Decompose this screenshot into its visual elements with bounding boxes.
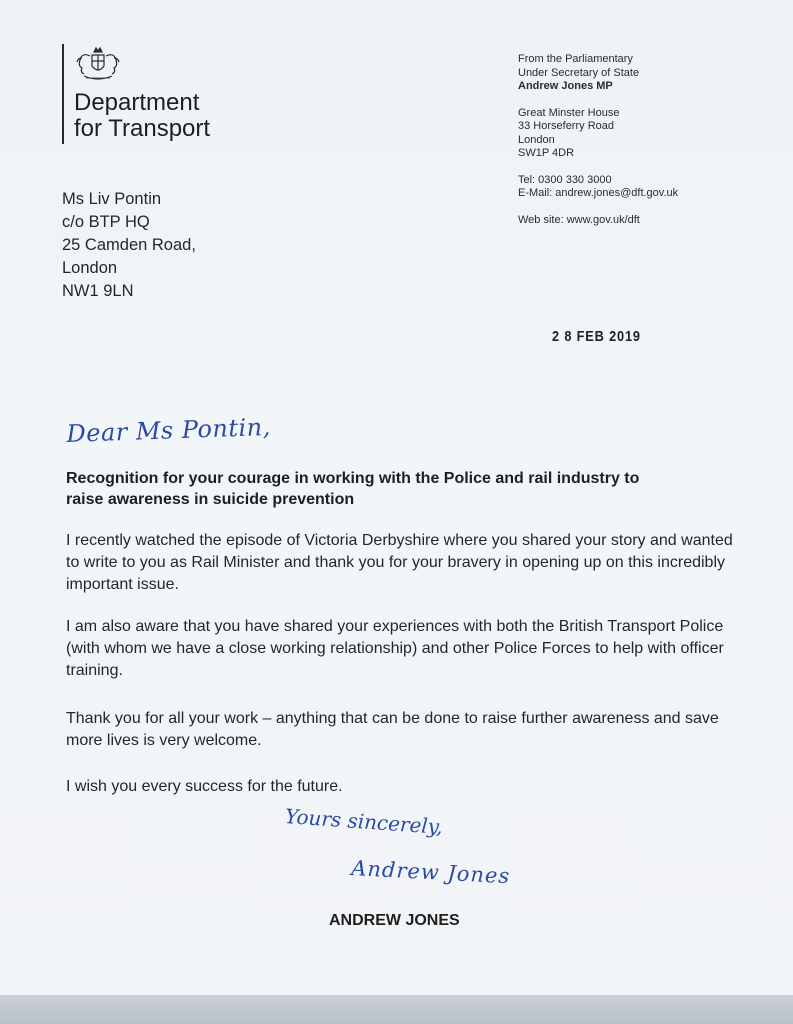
recipient-postcode: NW1 9LN xyxy=(62,282,134,300)
sender-block xyxy=(518,53,678,227)
body-paragraph-4: I wish you every success for the future. xyxy=(66,778,343,795)
handwritten-closing: Yours sincerely, xyxy=(284,804,444,839)
sender-email: E-Mail: andrew.jones@dft.gov.uk xyxy=(518,187,679,199)
recipient-address xyxy=(62,188,196,303)
recipient-line-2: 25 Camden Road, xyxy=(62,236,196,254)
sender-website: Web site: www.gov.uk/dft xyxy=(518,213,640,226)
sender-title-line-1: From the Parliamentary xyxy=(518,53,633,65)
recipient-line-3: London xyxy=(62,259,118,277)
sender-address-1: Great Minster House xyxy=(518,106,620,119)
date-stamp: 2 8 FEB 2019 xyxy=(552,328,641,345)
body-paragraph-3: Thank you for all your work – anything that can be done to raise further awareness and save more lives is very welcome. xyxy=(66,710,719,749)
recipient-name: Ms Liv Pontin xyxy=(62,190,162,208)
department-name-line-2: for Transport xyxy=(74,115,211,142)
page-bottom-edge xyxy=(0,995,793,1024)
handwritten-salutation: Dear Ms Pontin, xyxy=(66,412,272,448)
letter-subject: Recognition for your courage in working with the Police and rail industry to raise awareness in suicide prevention xyxy=(66,470,640,508)
sender-postcode: SW1P 4DR xyxy=(518,147,575,159)
recipient-line-1: c/o BTP HQ xyxy=(62,213,150,231)
sender-telephone: Tel: 0300 330 3000 xyxy=(518,173,612,186)
royal-coat-of-arms-icon xyxy=(72,46,124,84)
sender-address-3: London xyxy=(518,133,555,146)
body-paragraph-2: I am also aware that you have shared your experiences with both the British Transport Police (with whom we have a close working relationship) and other Police Forces to help with officer training. xyxy=(66,618,724,679)
sender-title-line-2: Under Secretary of State xyxy=(518,66,640,79)
logo-divider xyxy=(62,44,64,144)
sender-address-2: 33 Horseferry Road xyxy=(518,120,614,132)
department-name xyxy=(74,90,210,142)
sender-name: Andrew Jones MP xyxy=(518,80,613,92)
department-name-line-1: Department xyxy=(74,89,200,116)
signer-name: ANDREW JONES xyxy=(329,912,460,929)
handwritten-signature: Andrew Jones xyxy=(350,856,511,889)
body-paragraph-1: I recently watched the episode of Victoria Derbyshire where you shared your story and wanted to write to you as Rail Minister and thank you for your bravery in opening up on this incredibly important issue. xyxy=(66,532,733,593)
